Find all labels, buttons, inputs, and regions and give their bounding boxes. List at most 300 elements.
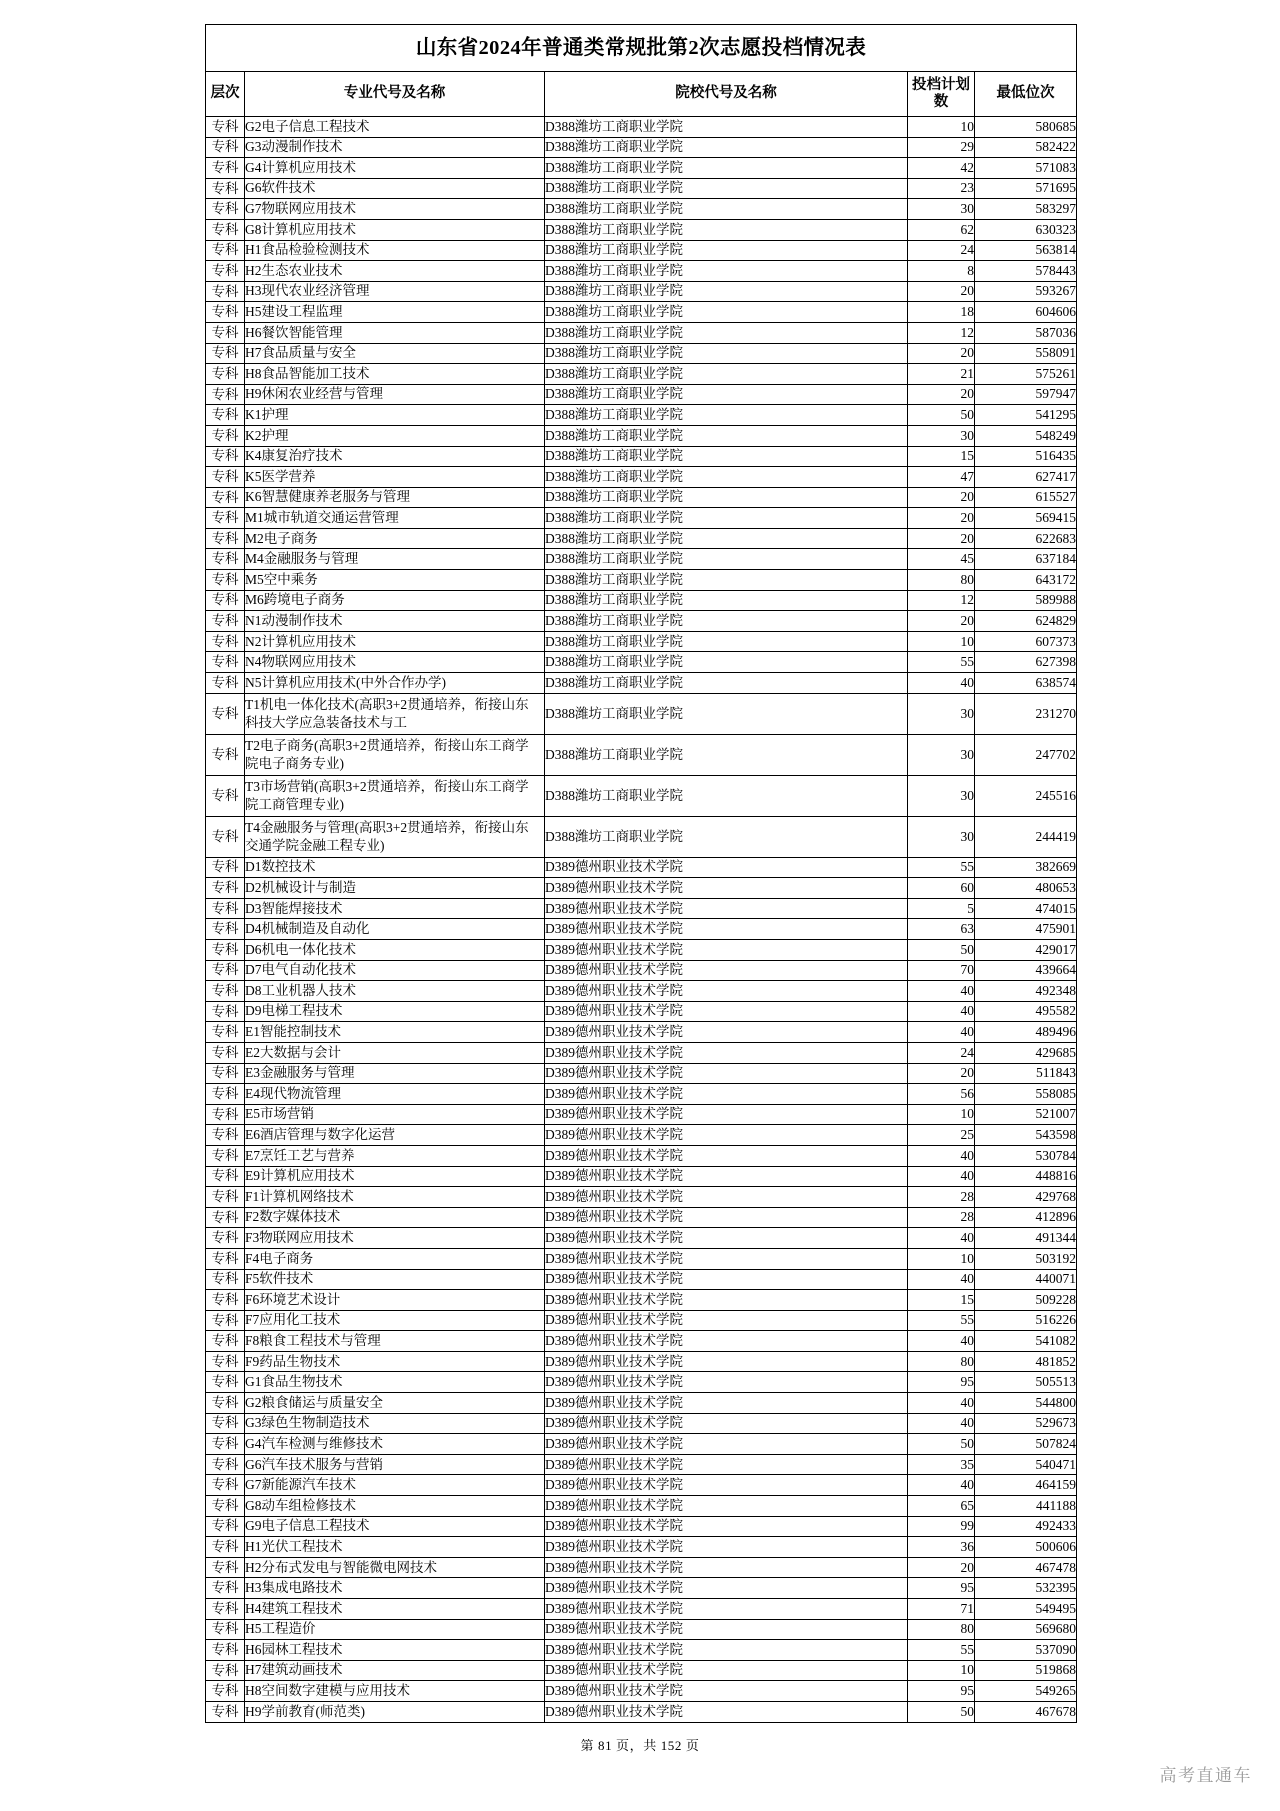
- table-row: [206, 1393, 1077, 1414]
- cell-school: D389德州职业技术学院: [545, 1434, 908, 1455]
- cell-school: D388潍坊工商职业学院: [545, 281, 908, 302]
- cell-major: G2粮食储运与质量安全: [245, 1393, 545, 1414]
- cell-major: E2大数据与会计: [245, 1042, 545, 1063]
- table-row: [206, 1434, 1077, 1455]
- cell-major: E1智能控制技术: [245, 1022, 545, 1043]
- cell-major: E3金融服务与管理: [245, 1063, 545, 1084]
- cell-rank: 607373: [975, 631, 1077, 652]
- cell-plan: 35: [908, 1454, 975, 1475]
- cell-rank: 627417: [975, 467, 1077, 488]
- cell-plan: 15: [908, 1290, 975, 1311]
- cell-level: 专科: [206, 590, 245, 611]
- cell-school: D388潍坊工商职业学院: [545, 302, 908, 323]
- table-row: [206, 1660, 1077, 1681]
- table-row: [206, 487, 1077, 508]
- cell-major: H8空间数字建模与应用技术: [245, 1681, 545, 1702]
- cell-rank: 549495: [975, 1599, 1077, 1620]
- table-row: [206, 1063, 1077, 1084]
- table-row: [206, 261, 1077, 282]
- cell-plan: 20: [908, 384, 975, 405]
- cell-plan: 40: [908, 1022, 975, 1043]
- column-header-level: 层次: [206, 72, 245, 117]
- table-row: [206, 178, 1077, 199]
- cell-plan: 30: [908, 775, 975, 816]
- cell-plan: 70: [908, 960, 975, 981]
- cell-major: H3现代农业经济管理: [245, 281, 545, 302]
- cell-major: D3智能焊接技术: [245, 898, 545, 919]
- cell-rank: 505513: [975, 1372, 1077, 1393]
- cell-rank: 245516: [975, 775, 1077, 816]
- table-row: [206, 137, 1077, 158]
- cell-level: 专科: [206, 1290, 245, 1311]
- cell-major: F3物联网应用技术: [245, 1228, 545, 1249]
- cell-plan: 60: [908, 878, 975, 899]
- cell-school: D388潍坊工商职业学院: [545, 734, 908, 775]
- cell-major: D8工业机器人技术: [245, 981, 545, 1002]
- cell-rank: 521007: [975, 1104, 1077, 1125]
- table-row: [206, 1454, 1077, 1475]
- table-row: [206, 1475, 1077, 1496]
- table-title-row: [206, 25, 1077, 72]
- table-row: [206, 1104, 1077, 1125]
- table-row: [206, 1001, 1077, 1022]
- cell-major: E7烹饪工艺与营养: [245, 1145, 545, 1166]
- cell-plan: 30: [908, 693, 975, 734]
- cell-school: D389德州职业技术学院: [545, 1269, 908, 1290]
- cell-rank: 492348: [975, 981, 1077, 1002]
- cell-school: D389德州职业技术学院: [545, 1084, 908, 1105]
- table-row: [206, 1537, 1077, 1558]
- cell-plan: 10: [908, 1248, 975, 1269]
- cell-school: D388潍坊工商职业学院: [545, 384, 908, 405]
- cell-major: G4汽车检测与维修技术: [245, 1434, 545, 1455]
- cell-rank: 480653: [975, 878, 1077, 899]
- cell-level: 专科: [206, 1475, 245, 1496]
- cell-school: D389德州职业技术学院: [545, 1681, 908, 1702]
- cell-rank: 529673: [975, 1413, 1077, 1434]
- cell-school: D389德州职业技术学院: [545, 878, 908, 899]
- cell-level: 专科: [206, 1001, 245, 1022]
- cell-rank: 439664: [975, 960, 1077, 981]
- cell-major: N5计算机应用技术(中外合作办学): [245, 673, 545, 694]
- table-header-row: [206, 72, 1077, 117]
- cell-level: 专科: [206, 137, 245, 158]
- cell-major: H8食品智能加工技术: [245, 364, 545, 385]
- cell-rank: 549265: [975, 1681, 1077, 1702]
- table-row: [206, 1557, 1077, 1578]
- cell-plan: 62: [908, 219, 975, 240]
- cell-school: D389德州职业技术学院: [545, 1454, 908, 1475]
- table-row: [206, 1207, 1077, 1228]
- cell-plan: 55: [908, 1310, 975, 1331]
- cell-school: D388潍坊工商职业学院: [545, 487, 908, 508]
- cell-level: 专科: [206, 364, 245, 385]
- cell-school: D388潍坊工商职业学院: [545, 508, 908, 529]
- cell-plan: 99: [908, 1516, 975, 1537]
- cell-plan: 71: [908, 1599, 975, 1620]
- cell-rank: 540471: [975, 1454, 1077, 1475]
- table-row: [206, 549, 1077, 570]
- cell-school: D389德州职业技术学院: [545, 940, 908, 961]
- cell-plan: 80: [908, 570, 975, 591]
- cell-school: D389德州职业技术学院: [545, 1042, 908, 1063]
- cell-school: D389德州职业技术学院: [545, 1578, 908, 1599]
- table-row: [206, 1496, 1077, 1517]
- table-row: [206, 384, 1077, 405]
- cell-major: H5建设工程监理: [245, 302, 545, 323]
- cell-plan: 20: [908, 528, 975, 549]
- cell-major: E5市场营销: [245, 1104, 545, 1125]
- table-row: [206, 1166, 1077, 1187]
- table-row: [206, 1372, 1077, 1393]
- cell-plan: 50: [908, 940, 975, 961]
- cell-rank: 571695: [975, 178, 1077, 199]
- cell-school: D389德州职业技术学院: [545, 857, 908, 878]
- cell-major: G9电子信息工程技术: [245, 1516, 545, 1537]
- table-row: [206, 1228, 1077, 1249]
- cell-major: D9电梯工程技术: [245, 1001, 545, 1022]
- cell-level: 专科: [206, 508, 245, 529]
- cell-plan: 40: [908, 1413, 975, 1434]
- cell-major: G6软件技术: [245, 178, 545, 199]
- cell-plan: 95: [908, 1578, 975, 1599]
- cell-level: 专科: [206, 343, 245, 364]
- cell-plan: 25: [908, 1125, 975, 1146]
- cell-major: H7食品质量与安全: [245, 343, 545, 364]
- cell-plan: 10: [908, 1660, 975, 1681]
- cell-rank: 507824: [975, 1434, 1077, 1455]
- cell-school: D389德州职业技术学院: [545, 1413, 908, 1434]
- cell-major: G8动车组检修技术: [245, 1496, 545, 1517]
- cell-major: H1光伏工程技术: [245, 1537, 545, 1558]
- cell-school: D389德州职业技术学院: [545, 1351, 908, 1372]
- cell-major: K1护理: [245, 405, 545, 426]
- table-row: [206, 652, 1077, 673]
- column-header-school: 院校代号及名称: [545, 72, 908, 117]
- cell-level: 专科: [206, 734, 245, 775]
- cell-plan: 5: [908, 898, 975, 919]
- cell-plan: 8: [908, 261, 975, 282]
- cell-level: 专科: [206, 570, 245, 591]
- cell-major: M4金融服务与管理: [245, 549, 545, 570]
- cell-plan: 80: [908, 1351, 975, 1372]
- cell-rank: 622683: [975, 528, 1077, 549]
- cell-rank: 587036: [975, 322, 1077, 343]
- cell-level: 专科: [206, 1660, 245, 1681]
- cell-plan: 40: [908, 673, 975, 694]
- cell-level: 专科: [206, 775, 245, 816]
- cell-rank: 382669: [975, 857, 1077, 878]
- cell-plan: 20: [908, 508, 975, 529]
- cell-level: 专科: [206, 1413, 245, 1434]
- table-row: [206, 1022, 1077, 1043]
- cell-school: D389德州职业技术学院: [545, 1001, 908, 1022]
- table-row: [206, 343, 1077, 364]
- cell-school: D389德州职业技术学院: [545, 1248, 908, 1269]
- cell-school: D388潍坊工商职业学院: [545, 240, 908, 261]
- cell-rank: 441188: [975, 1496, 1077, 1517]
- cell-level: 专科: [206, 219, 245, 240]
- cell-major: N2计算机应用技术: [245, 631, 545, 652]
- column-header-plan: 投档计划数: [908, 72, 975, 117]
- cell-major: G2电子信息工程技术: [245, 117, 545, 138]
- cell-plan: 30: [908, 816, 975, 857]
- cell-level: 专科: [206, 405, 245, 426]
- cell-plan: 24: [908, 240, 975, 261]
- cell-level: 专科: [206, 611, 245, 632]
- cell-plan: 55: [908, 1640, 975, 1661]
- cell-rank: 467678: [975, 1701, 1077, 1722]
- cell-level: 专科: [206, 940, 245, 961]
- table-row: [206, 940, 1077, 961]
- cell-level: 专科: [206, 1063, 245, 1084]
- cell-major: M2电子商务: [245, 528, 545, 549]
- cell-school: D389德州职业技术学院: [545, 1537, 908, 1558]
- cell-rank: 569680: [975, 1619, 1077, 1640]
- cell-plan: 28: [908, 1187, 975, 1208]
- cell-level: 专科: [206, 1269, 245, 1290]
- table-row: [206, 446, 1077, 467]
- cell-rank: 492433: [975, 1516, 1077, 1537]
- cell-level: 专科: [206, 878, 245, 899]
- cell-level: 专科: [206, 857, 245, 878]
- table-row: [206, 425, 1077, 446]
- cell-major: G8计算机应用技术: [245, 219, 545, 240]
- cell-school: D388潍坊工商职业学院: [545, 219, 908, 240]
- cell-major: H9学前教育(师范类): [245, 1701, 545, 1722]
- cell-rank: 638574: [975, 673, 1077, 694]
- cell-rank: 519868: [975, 1660, 1077, 1681]
- table-row: [206, 631, 1077, 652]
- cell-major: G7新能源汽车技术: [245, 1475, 545, 1496]
- cell-level: 专科: [206, 528, 245, 549]
- cell-school: D388潍坊工商职业学院: [545, 693, 908, 734]
- cell-school: D389德州职业技术学院: [545, 1496, 908, 1517]
- cell-major: D7电气自动化技术: [245, 960, 545, 981]
- cell-school: D389德州职业技术学院: [545, 1022, 908, 1043]
- table-row: [206, 1516, 1077, 1537]
- cell-rank: 643172: [975, 570, 1077, 591]
- table-row: [206, 240, 1077, 261]
- cell-major: K4康复治疗技术: [245, 446, 545, 467]
- cell-major: H4建筑工程技术: [245, 1599, 545, 1620]
- cell-school: D389德州职业技术学院: [545, 1290, 908, 1311]
- cell-school: D388潍坊工商职业学院: [545, 425, 908, 446]
- cell-school: D389德州职业技术学院: [545, 1701, 908, 1722]
- cell-rank: 247702: [975, 734, 1077, 775]
- cell-rank: 543598: [975, 1125, 1077, 1146]
- cell-rank: 532395: [975, 1578, 1077, 1599]
- cell-rank: 541295: [975, 405, 1077, 426]
- cell-plan: 40: [908, 1166, 975, 1187]
- cell-plan: 95: [908, 1372, 975, 1393]
- cell-rank: 503192: [975, 1248, 1077, 1269]
- cell-major: H2分布式发电与智能微电网技术: [245, 1557, 545, 1578]
- cell-rank: 597947: [975, 384, 1077, 405]
- table-row: [206, 693, 1077, 734]
- cell-major: F2数字媒体技术: [245, 1207, 545, 1228]
- table-row: [206, 281, 1077, 302]
- cell-level: 专科: [206, 1331, 245, 1352]
- table-row: [206, 1042, 1077, 1063]
- cell-level: 专科: [206, 1557, 245, 1578]
- cell-school: D388潍坊工商职业学院: [545, 631, 908, 652]
- cell-level: 专科: [206, 281, 245, 302]
- cell-rank: 412896: [975, 1207, 1077, 1228]
- cell-school: D389德州职业技术学院: [545, 1310, 908, 1331]
- cell-rank: 511843: [975, 1063, 1077, 1084]
- cell-plan: 80: [908, 1619, 975, 1640]
- cell-school: D389德州职业技术学院: [545, 981, 908, 1002]
- cell-major: F6环境艺术设计: [245, 1290, 545, 1311]
- cell-school: D388潍坊工商职业学院: [545, 549, 908, 570]
- cell-level: 专科: [206, 960, 245, 981]
- cell-level: 专科: [206, 1619, 245, 1640]
- cell-rank: 500606: [975, 1537, 1077, 1558]
- cell-school: D388潍坊工商职业学院: [545, 446, 908, 467]
- cell-plan: 50: [908, 405, 975, 426]
- cell-plan: 29: [908, 137, 975, 158]
- cell-rank: 467478: [975, 1557, 1077, 1578]
- table-row: [206, 1578, 1077, 1599]
- cell-rank: 558091: [975, 343, 1077, 364]
- cell-level: 专科: [206, 1084, 245, 1105]
- cell-plan: 50: [908, 1701, 975, 1722]
- table-row: [206, 1084, 1077, 1105]
- cell-level: 专科: [206, 261, 245, 282]
- cell-major: G4计算机应用技术: [245, 158, 545, 179]
- cell-school: D388潍坊工商职业学院: [545, 611, 908, 632]
- cell-major: D6机电一体化技术: [245, 940, 545, 961]
- cell-plan: 15: [908, 446, 975, 467]
- table-row: [206, 1145, 1077, 1166]
- cell-plan: 47: [908, 467, 975, 488]
- table-row: [206, 878, 1077, 899]
- cell-rank: 637184: [975, 549, 1077, 570]
- cell-major: H7建筑动画技术: [245, 1660, 545, 1681]
- cell-school: D388潍坊工商职业学院: [545, 528, 908, 549]
- cell-school: D388潍坊工商职业学院: [545, 673, 908, 694]
- table-row: [206, 219, 1077, 240]
- cell-major: F1计算机网络技术: [245, 1187, 545, 1208]
- cell-major: F7应用化工技术: [245, 1310, 545, 1331]
- cell-school: D389德州职业技术学院: [545, 1640, 908, 1661]
- cell-rank: 548249: [975, 425, 1077, 446]
- cell-major: G7物联网应用技术: [245, 199, 545, 220]
- cell-level: 专科: [206, 1681, 245, 1702]
- cell-school: D388潍坊工商职业学院: [545, 178, 908, 199]
- table-row: [206, 322, 1077, 343]
- cell-school: D389德州职业技术学院: [545, 1228, 908, 1249]
- cell-level: 专科: [206, 652, 245, 673]
- cell-plan: 24: [908, 1042, 975, 1063]
- cell-school: D389德州职业技术学院: [545, 1516, 908, 1537]
- cell-level: 专科: [206, 302, 245, 323]
- table-row: [206, 919, 1077, 940]
- table-row: [206, 528, 1077, 549]
- cell-rank: 489496: [975, 1022, 1077, 1043]
- cell-school: D389德州职业技术学院: [545, 1372, 908, 1393]
- cell-rank: 627398: [975, 652, 1077, 673]
- cell-level: 专科: [206, 1351, 245, 1372]
- cell-school: D389德州职业技术学院: [545, 960, 908, 981]
- cell-level: 专科: [206, 425, 245, 446]
- cell-plan: 40: [908, 1145, 975, 1166]
- table-row: [206, 1701, 1077, 1722]
- cell-school: D389德州职业技术学院: [545, 1207, 908, 1228]
- cell-level: 专科: [206, 1248, 245, 1269]
- cell-school: D388潍坊工商职业学院: [545, 775, 908, 816]
- cell-level: 专科: [206, 1537, 245, 1558]
- cell-plan: 40: [908, 1393, 975, 1414]
- cell-school: D388潍坊工商职业学院: [545, 467, 908, 488]
- cell-school: D388潍坊工商职业学院: [545, 137, 908, 158]
- table-row: [206, 117, 1077, 138]
- cell-major: M6跨境电子商务: [245, 590, 545, 611]
- cell-plan: 30: [908, 199, 975, 220]
- cell-rank: 537090: [975, 1640, 1077, 1661]
- cell-level: 专科: [206, 199, 245, 220]
- cell-plan: 63: [908, 919, 975, 940]
- cell-rank: 558085: [975, 1084, 1077, 1105]
- cell-plan: 40: [908, 1001, 975, 1022]
- table-row: [206, 775, 1077, 816]
- cell-plan: 12: [908, 322, 975, 343]
- cell-rank: 244419: [975, 816, 1077, 857]
- cell-rank: 474015: [975, 898, 1077, 919]
- cell-major: H2生态农业技术: [245, 261, 545, 282]
- cell-major: E6酒店管理与数字化运营: [245, 1125, 545, 1146]
- cell-rank: 475901: [975, 919, 1077, 940]
- page-title: 山东省2024年普通类常规批第2次志愿投档情况表: [206, 25, 1077, 72]
- watermark-label: 高考直通车: [1159, 1766, 1252, 1786]
- cell-rank: 582422: [975, 137, 1077, 158]
- table-row: [206, 570, 1077, 591]
- cell-level: 专科: [206, 673, 245, 694]
- cell-major: F8粮食工程技术与管理: [245, 1331, 545, 1352]
- cell-plan: 56: [908, 1084, 975, 1105]
- cell-plan: 20: [908, 1557, 975, 1578]
- cell-level: 专科: [206, 549, 245, 570]
- cell-school: D389德州职业技术学院: [545, 1619, 908, 1640]
- cell-school: D388潍坊工商职业学院: [545, 261, 908, 282]
- cell-rank: 231270: [975, 693, 1077, 734]
- cell-level: 专科: [206, 1228, 245, 1249]
- cell-plan: 21: [908, 364, 975, 385]
- cell-plan: 28: [908, 1207, 975, 1228]
- cell-rank: 604606: [975, 302, 1077, 323]
- cell-level: 专科: [206, 981, 245, 1002]
- cell-major: K6智慧健康养老服务与管理: [245, 487, 545, 508]
- cell-level: 专科: [206, 487, 245, 508]
- cell-level: 专科: [206, 1640, 245, 1661]
- cell-plan: 50: [908, 1434, 975, 1455]
- cell-level: 专科: [206, 158, 245, 179]
- cell-level: 专科: [206, 1042, 245, 1063]
- cell-rank: 429685: [975, 1042, 1077, 1063]
- cell-rank: 541082: [975, 1331, 1077, 1352]
- cell-plan: 40: [908, 1331, 975, 1352]
- cell-plan: 40: [908, 981, 975, 1002]
- table-row: [206, 158, 1077, 179]
- table-row: [206, 1351, 1077, 1372]
- cell-plan: 20: [908, 487, 975, 508]
- cell-level: 专科: [206, 1372, 245, 1393]
- table-row: [206, 1619, 1077, 1640]
- page-footer: 第 81 页，共 152 页: [580, 1738, 700, 1753]
- cell-major: H9休闲农业经营与管理: [245, 384, 545, 405]
- table-row: [206, 1125, 1077, 1146]
